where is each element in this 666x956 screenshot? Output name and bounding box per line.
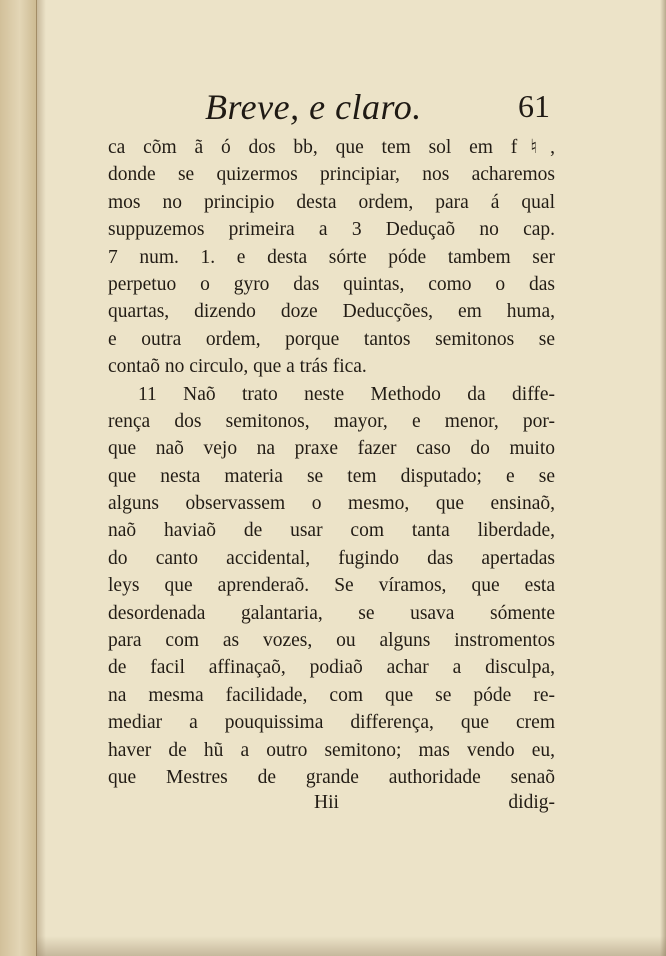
running-title: Breve, e claro. xyxy=(205,87,422,127)
text-line: para com as vozes, ou alguns instromentos xyxy=(108,630,555,652)
text-line: que nesta materia se tem disputado; e se xyxy=(108,465,555,487)
text-line: mediar a pouquissima differença, que crem xyxy=(108,712,555,734)
text-line: e outra ordem, porque tantos semitonos se xyxy=(108,328,555,350)
text-line: desordenada galantaria, se usava sómente xyxy=(108,602,555,624)
paragraph-start: 11 Naõ trato neste Methodo da diffe- xyxy=(138,383,555,405)
body-text xyxy=(108,134,555,791)
text-line: haver de hũ a outro semitono; mas vendo eu, xyxy=(108,739,555,761)
text-line: alguns observassem o mesmo, que ensinaõ, xyxy=(108,493,555,515)
text-line: leys que aprenderaõ. Se víramos, que esta xyxy=(108,575,555,597)
text-line: que Mestres de grande authoridade senaõ xyxy=(108,766,555,788)
text-line: de facil affinaçaõ, podiaõ achar a disculpa, xyxy=(108,657,555,679)
gutter-shadow xyxy=(36,0,46,956)
text-line: naõ haviaõ de usar com tanta liberdade, xyxy=(108,520,555,542)
page-number: 61 xyxy=(518,88,550,124)
text-line: perpetuo o gyro das quintas, como o das xyxy=(108,273,555,295)
text-line: donde se quizermos principiar, nos acharemos xyxy=(108,164,555,186)
text-line: na mesma facilidade, com que se póde re- xyxy=(108,684,555,706)
page-edge-bottom xyxy=(36,936,666,956)
catchword: didig- xyxy=(508,792,555,813)
page-edge-right xyxy=(660,0,666,956)
text-line: contaõ no circulo, que a trás fica. xyxy=(108,356,367,378)
text-line: quartas, dizendo doze Deducções, em huma, xyxy=(108,301,555,323)
signature-mark: Hii xyxy=(314,792,339,813)
text-line: rença dos semitonos, mayor, e menor, por- xyxy=(108,410,555,432)
text-line: suppuzemos primeira a 3 Deduçaõ no cap. xyxy=(108,219,555,241)
page-header xyxy=(205,86,550,130)
facing-page-edge xyxy=(0,0,37,956)
page-footer xyxy=(108,792,555,820)
text-line: 7 num. 1. e desta sórte póde tambem ser xyxy=(108,246,555,268)
text-line: que naõ vejo na praxe fazer caso do muito xyxy=(108,438,555,460)
text-line: mos no principio desta ordem, para á qual xyxy=(108,191,555,213)
text-line: do canto accidental, fugindo das apertadas xyxy=(108,547,555,569)
text-line: ca cõm ã ó dos bb, que tem sol em f♮, xyxy=(108,137,555,158)
